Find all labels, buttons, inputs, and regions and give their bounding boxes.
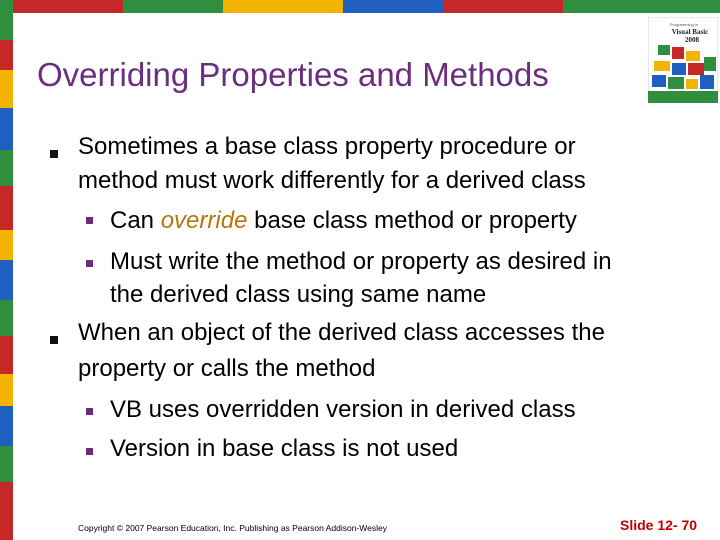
bullet-1-line-2: method must work differently for a derived class bbox=[78, 167, 586, 194]
left-color-rail bbox=[0, 0, 13, 540]
sub-bullet-marker bbox=[86, 260, 93, 267]
slide-number: Slide 12- 70 bbox=[620, 517, 698, 533]
sub-bullet-1-2-line-1: Must write the method or property as desired in bbox=[110, 248, 612, 275]
override-emphasis: override bbox=[160, 207, 248, 234]
sub-bullet-marker bbox=[86, 408, 93, 415]
bullet-2-line-2: property or calls the method bbox=[78, 355, 376, 382]
bullet-marker bbox=[50, 150, 58, 158]
sub-bullet-2-1-line-1: VB uses overridden version in derived class bbox=[110, 396, 576, 423]
copyright-footer: Copyright © 2007 Pearson Education, Inc. Publishing as Pearson Addison-Wesley bbox=[78, 523, 387, 533]
sub-bullet-2-2-line-1: Version in base class is not used bbox=[110, 435, 459, 462]
sub-bullet-1-2-line-2: the derived class using same name bbox=[110, 281, 487, 308]
sub-bullet-marker bbox=[86, 217, 93, 224]
bullet-2-line-1: When an object of the derived class accesses the bbox=[78, 319, 605, 346]
logo-text-line-2: Visual Basic bbox=[671, 28, 709, 36]
slide-title: Overriding Properties and Methods bbox=[37, 56, 549, 93]
logo-text-line-1: Programming in bbox=[669, 22, 699, 27]
book-cover-logo bbox=[648, 17, 718, 103]
bullet-marker bbox=[50, 336, 58, 344]
bullet-1-line-1: Sometimes a base class property procedure or bbox=[78, 133, 576, 160]
sub-bullet-1-1-line-1: Can override base class method or property bbox=[110, 207, 577, 234]
top-color-bar bbox=[0, 0, 720, 13]
sub-bullet-marker bbox=[86, 448, 93, 455]
logo-text-line-3: 2008 bbox=[685, 36, 699, 44]
